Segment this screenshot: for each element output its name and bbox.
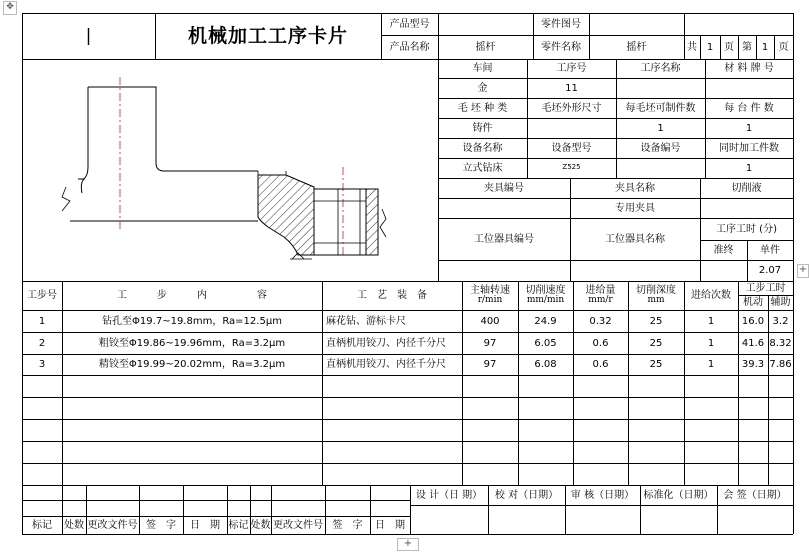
simultaneous-label: 同时加工件数 — [719, 142, 779, 154]
col-cut-speed-label: 切削速度 — [525, 285, 566, 297]
step-cut-speed: 6.08 — [534, 359, 557, 370]
footer-count-label-2: 处数 — [250, 519, 271, 531]
product-model-value — [438, 13, 533, 35]
equipment-model-value: Z525 — [562, 163, 581, 172]
col-machine-header: 机动 — [743, 297, 763, 308]
fixture-no-value — [438, 198, 570, 218]
footer-count-label: 处数 — [64, 519, 84, 531]
workshop-label: 车间 — [472, 63, 493, 74]
col-speed-header — [462, 281, 518, 310]
step-machine: 16.0 — [741, 315, 765, 327]
col-depth-label: 切削深度 — [636, 285, 676, 297]
coolant-label: 切削液 — [731, 182, 762, 194]
footer-date-label: 日 期 — [190, 519, 220, 531]
part-name-value: 摇杆 — [626, 41, 647, 53]
unit-time-label: 单件 — [760, 244, 780, 256]
step-no: 3 — [38, 359, 46, 370]
col-aux-header: 辅助 — [770, 297, 791, 308]
total-pages-value: 1 — [706, 41, 714, 53]
step-passes: 1 — [707, 359, 715, 370]
process-no-value: 11 — [565, 82, 578, 94]
step-content: 精铰至Φ19.99~20.02mm，Ra=3.2μm — [98, 359, 286, 370]
step-content: 钻孔至Φ19.7~19.8mm，Ra=12.5μm — [102, 315, 282, 327]
material-value — [705, 78, 793, 98]
step-depth: 25 — [649, 315, 663, 327]
col-equipment-header: 工 艺 装 备 — [357, 290, 427, 301]
step-depth: 25 — [649, 359, 663, 370]
col-passes-header: 进给次数 — [691, 290, 731, 301]
cursor-mark: | — [85, 25, 92, 46]
process-name-label: 工序名称 — [640, 63, 681, 74]
step-speed: 400 — [480, 315, 500, 327]
total-pages-label: 共 — [687, 41, 697, 53]
blank-type-label: 毛 坯 种 类 — [457, 102, 508, 114]
prep-time-label: 准终 — [713, 244, 734, 256]
fixture-name-value: 专用夹具 — [615, 202, 655, 214]
step-passes: 1 — [707, 337, 715, 349]
equipment-name-value: 立式钻床 — [462, 162, 503, 174]
standard-signoff-label: 标准化（日期） — [643, 489, 714, 501]
product-model-label: 产品型号 — [389, 18, 430, 30]
material-label: 材 料 牌 号 — [724, 63, 774, 74]
step-equipment: 直柄机用铰刀、内径千分尺 — [326, 359, 446, 370]
process-time-label: 工序工时 (分) — [716, 223, 777, 235]
footer-signature-label-2: 签 字 — [332, 519, 363, 531]
step-aux: 7.86 — [769, 359, 792, 370]
part-drawing-no-label: 零件图号 — [541, 18, 581, 30]
col-speed-label: 主轴转速 — [470, 285, 510, 297]
footer-change-doc-label-2: 更改文件号 — [273, 519, 323, 531]
col-feed-header — [573, 281, 628, 310]
step-passes: 1 — [707, 315, 715, 327]
pieces-per-unit-label: 每 台 件 数 — [724, 102, 774, 114]
step-aux: 8.32 — [769, 337, 792, 349]
pieces-per-blank-value: 1 — [657, 122, 664, 134]
pieces-per-blank-label: 每毛坯可制件数 — [625, 102, 696, 114]
table-move-handle-icon[interactable]: ✥ — [3, 1, 17, 15]
unit-time-value: 2.07 — [758, 265, 782, 276]
station-tool-name-label: 工位器具名称 — [605, 233, 665, 245]
step-no: 2 — [38, 337, 46, 349]
blank-type-value: 铸件 — [472, 122, 493, 134]
step-no: 1 — [38, 315, 46, 327]
total-pages-unit: 页 — [724, 41, 734, 53]
page-no-label: 第 — [742, 41, 752, 53]
countersign-signoff-label: 会 签（日期） — [723, 489, 787, 501]
col-content-header: 工 步 内 容 — [117, 290, 267, 301]
step-equipment: 直柄机用铰刀、内径千分尺 — [326, 337, 446, 349]
part-name-label: 零件名称 — [541, 41, 581, 53]
coolant-value — [700, 198, 793, 218]
step-speed: 97 — [483, 337, 497, 349]
col-feed-unit: mm/r — [588, 295, 613, 306]
col-cut-speed-header — [518, 281, 573, 310]
col-step-header: 工步号 — [27, 290, 57, 301]
equipment-no-label: 设备编号 — [640, 142, 681, 154]
step-speed: 97 — [483, 359, 497, 370]
col-feed-label: 进给量 — [585, 285, 616, 297]
station-tool-no-label: 工位器具编号 — [474, 233, 534, 245]
prep-time-value — [700, 260, 747, 281]
review-signoff-label: 审 核（日期） — [570, 489, 635, 501]
col-depth-header — [628, 281, 684, 310]
step-machine: 41.6 — [741, 337, 765, 349]
step-feed: 0.6 — [592, 359, 609, 370]
step-feed: 0.32 — [589, 315, 612, 327]
fixture-name-label: 夹具名称 — [615, 182, 655, 194]
step-content: 粗铰至Φ19.86~19.96mm，Ra=3.2μm — [98, 337, 286, 349]
col-time-header: 工步工时 — [745, 282, 786, 294]
process-no-label: 工序号 — [556, 63, 587, 74]
step-depth: 25 — [649, 337, 663, 349]
part-drawing-no-value — [589, 13, 684, 35]
check-signoff-label: 校 对（日期） — [494, 489, 559, 501]
step-feed: 0.6 — [592, 337, 609, 349]
equipment-name-label: 设备名称 — [462, 142, 503, 154]
add-row-plus-icon[interactable]: + — [797, 264, 809, 278]
footer-change-doc-label: 更改文件号 — [87, 519, 138, 531]
step-machine: 39.3 — [741, 359, 765, 370]
footer-mark-label: 标记 — [32, 519, 52, 531]
step-cut-speed: 6.05 — [534, 337, 557, 349]
page-no-unit: 页 — [778, 41, 789, 53]
step-aux: 3.2 — [772, 315, 789, 327]
blank-size-value — [527, 118, 616, 138]
product-name-label: 产品名称 — [389, 41, 430, 53]
footer-signature-label: 签 字 — [146, 519, 176, 531]
step-cut-speed: 24.9 — [534, 315, 557, 327]
add-column-plus-icon[interactable]: + — [397, 538, 419, 551]
equipment-no-value — [616, 158, 705, 178]
blank-size-label: 毛坯外形尺寸 — [541, 102, 602, 114]
product-name-value: 摇杆 — [475, 41, 496, 53]
step-equipment: 麻花钻、游标卡尺 — [326, 315, 406, 327]
simultaneous-value: 1 — [745, 162, 753, 174]
pieces-per-unit-value: 1 — [745, 122, 753, 134]
col-depth-unit: mm — [647, 295, 665, 306]
card-title: 机械加工工序卡片 — [187, 24, 348, 47]
page-no-value: 1 — [761, 41, 769, 53]
equipment-model-label: 设备型号 — [551, 142, 592, 154]
workshop-value: 金 — [477, 82, 488, 94]
footer-date-label-2: 日 期 — [375, 519, 405, 531]
col-speed-unit: r/min — [477, 295, 503, 306]
process-name-value — [616, 78, 705, 98]
part-drawing — [22, 59, 438, 281]
design-signoff-label: 设 计（日 期） — [415, 489, 483, 501]
fixture-no-label: 夹具编号 — [484, 182, 524, 194]
col-cut-speed-unit: mm/min — [526, 295, 565, 306]
footer-mark-label-2: 标记 — [228, 519, 249, 531]
